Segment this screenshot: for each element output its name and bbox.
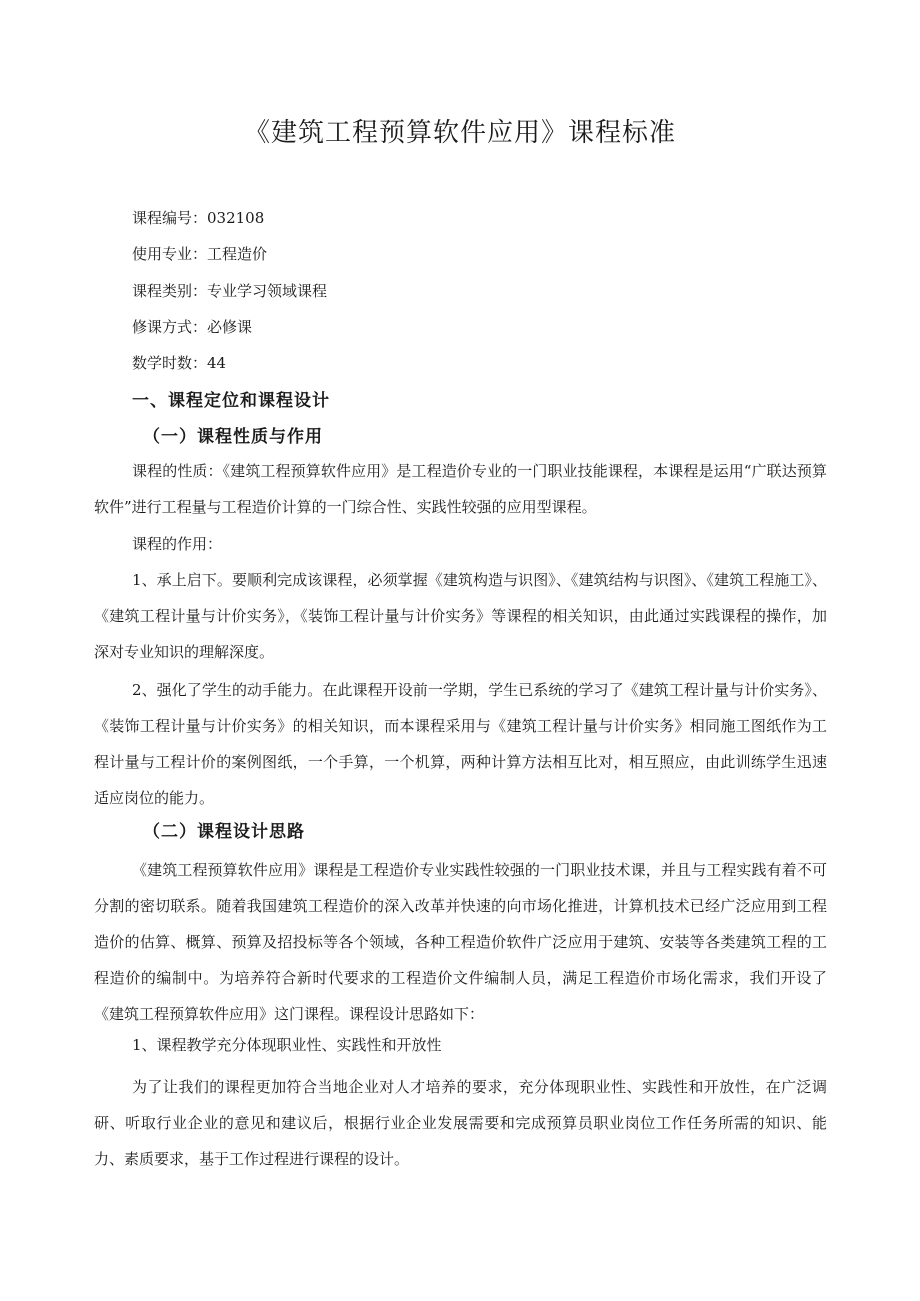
course-role-point-1: 1、承上启下。要顺利完成该课程，必须掌握《建筑构造与识图》、《建筑结构与识图》、《建筑工程施工》、《建筑工程计量与计价实务》，《装饰工程计量与计价实务》等课程的相关知识，由此通过实践课程的操作，加深对专业知识的理解深度。 [94, 571, 827, 661]
design-point-1-title: 1、课程教学充分体现职业性、实践性和开放性 [132, 1036, 442, 1054]
document-title: 《建筑工程预算软件应用》课程标准 [243, 118, 676, 148]
course-role-label: 课程的作用： [132, 535, 223, 553]
subsection-heading-1: （一）课程性质与作用 [143, 427, 323, 447]
subsection-heading-2: （二）课程设计思路 [143, 822, 305, 842]
course-mode: 修课方式：必修课 [132, 318, 253, 336]
course-code: 课程编号：032108 [132, 209, 265, 227]
course-hours: 数学时数：44 [132, 354, 227, 372]
design-point-1-body: 为了让我们的课程更加符合当地企业对人才培养的要求，充分体现职业性、实践性和开放性，在广泛调研、听取行业企业的意见和建议后，根据行业企业发展需要和完成预算员职业岗位工作任务所需的知识、能力、素质要求，基于工作过程进行课程的设计。 [94, 1078, 827, 1168]
course-major: 使用专业：工程造价 [132, 245, 268, 263]
design-intro-paragraph: 《建筑工程预算软件应用》课程是工程造价专业实践性较强的一门职业技术课，并且与工程实践有着不可分割的密切联系。随着我国建筑工程造价的深入改革并快速的向市场化推进，计算机技术已经广泛应用到工程造价的估算、概算、预算及招投标等各个领域，各种工程造价软件广泛应用于建筑、安装等各类建筑工程的工程造价的编制中。为培养符合新时代要求的工程造价文件编制人员，满足工程造价市场化需求，我们开设了《建筑工程预算软件应用》这门课程。课程设计思路如下： [94, 861, 827, 1023]
course-role-point-2: 2、强化了学生的动手能力。在此课程开设前一学期，学生已系统的学习了《建筑工程计量与计价实务》、《装饰工程计量与计价实务》的相关知识，而本课程采用与《建筑工程计量与计价实务》相同施工图纸作为工程计量与工程计价的案例图纸，一个手算，一个机算，两种计算方法相互比对，相互照应，由此训练学生迅速适应岗位的能力。 [94, 681, 827, 807]
course-category: 课程类别：专业学习领域课程 [132, 282, 328, 300]
course-nature-paragraph: 课程的性质：《建筑工程预算软件应用》是工程造价专业的一门职业技能课程，本课程是运用“广联达预算软件”进行工程量与工程造价计算的一门综合性、实践性较强的应用型课程。 [94, 462, 827, 516]
section-heading-1: 一、课程定位和课程设计 [132, 391, 330, 411]
